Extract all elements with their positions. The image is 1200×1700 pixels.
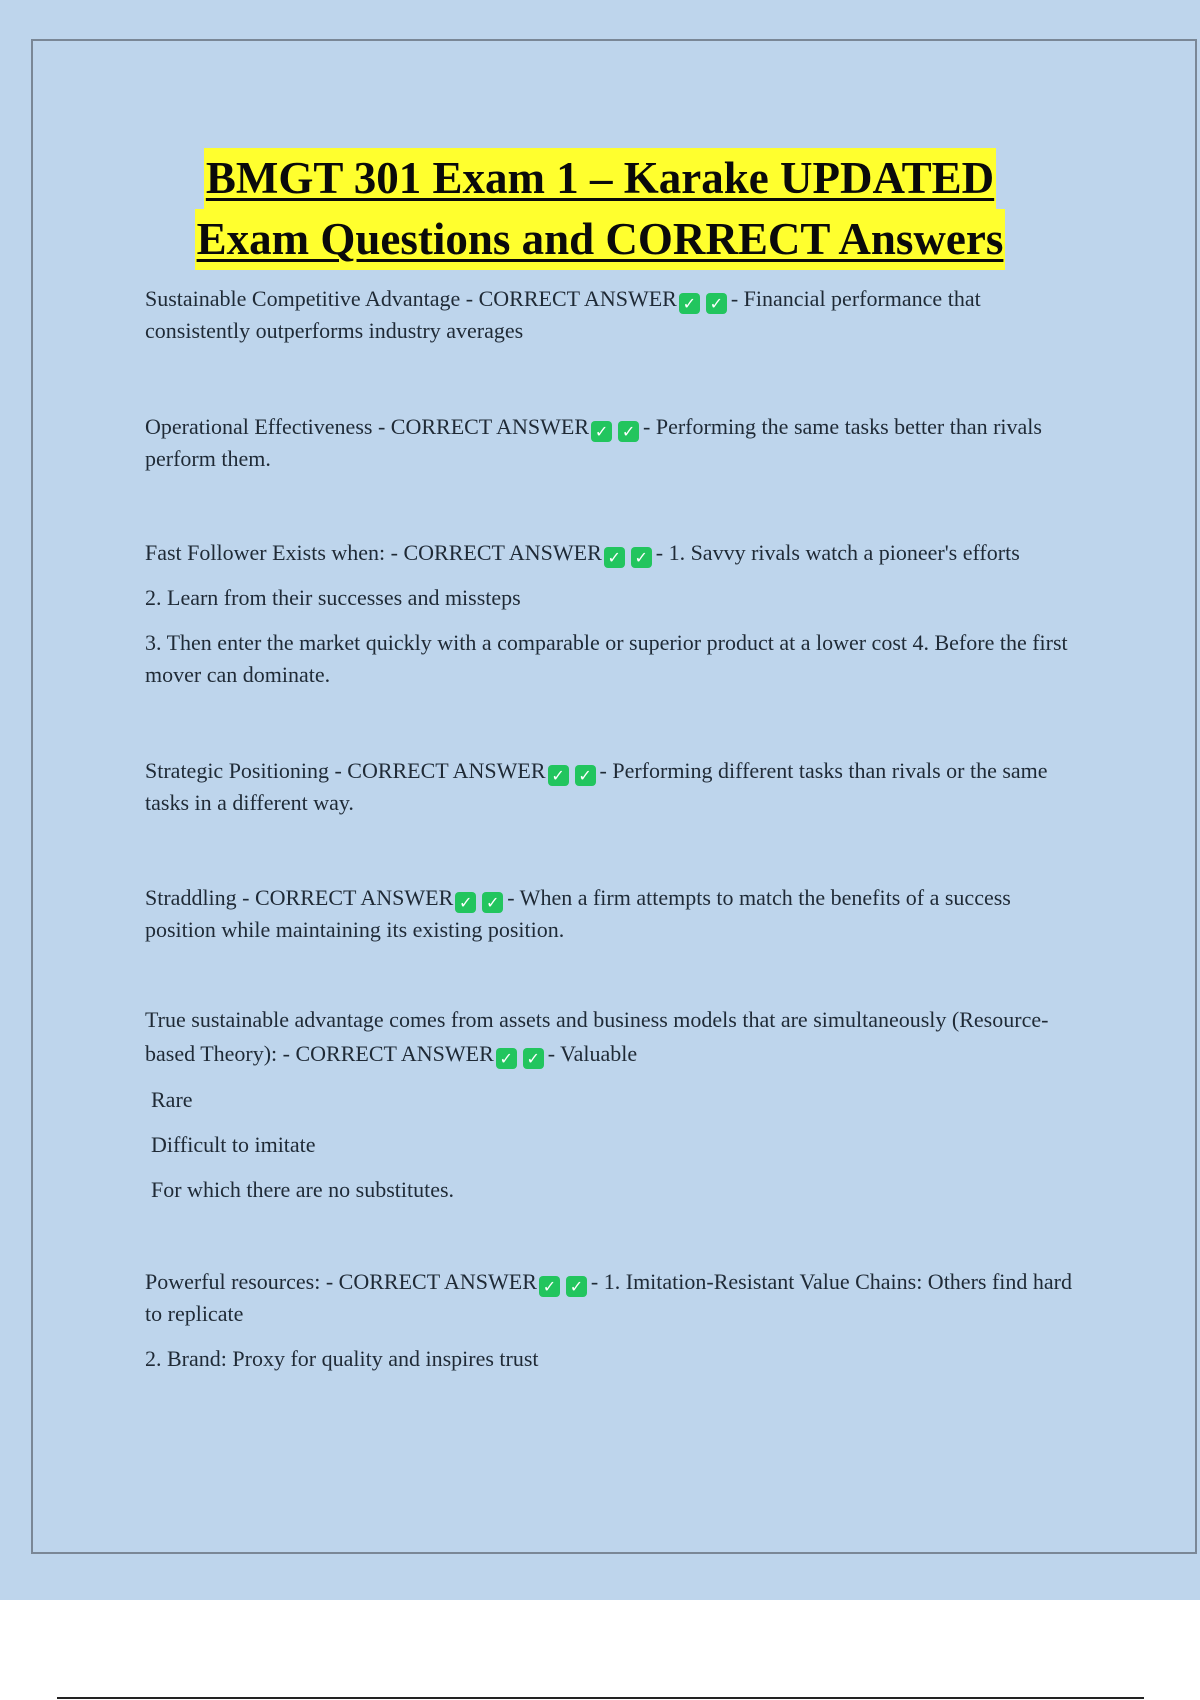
qa-question bbox=[145, 882, 1085, 946]
title-line-2: Exam Questions and CORRECT Answers bbox=[195, 209, 1006, 270]
check-mark-icon: ✓ bbox=[566, 1276, 587, 1297]
qa-item bbox=[145, 411, 1085, 475]
qa-answer: - 1. Savvy rivals watch a pioneer's efforts bbox=[655, 540, 1020, 565]
answer-marker: CORRECT ANSWER bbox=[478, 286, 677, 311]
check-mark-icon: ✓ bbox=[523, 1048, 544, 1069]
check-mark-icon: ✓ bbox=[548, 765, 569, 786]
qa-question bbox=[145, 1003, 1085, 1071]
qa-term: Operational Effectiveness - bbox=[145, 414, 391, 439]
answer-marker: CORRECT ANSWER bbox=[255, 885, 454, 910]
qa-item bbox=[145, 1266, 1085, 1375]
answer-marker: CORRECT ANSWER bbox=[390, 414, 590, 439]
check-mark-icon: ✓ bbox=[679, 293, 700, 314]
qa-answer-line: For which there are no substitutes. bbox=[151, 1177, 455, 1202]
qa-answer-line: 2. Learn from their successes and missteps bbox=[145, 585, 521, 610]
qa-question bbox=[145, 411, 1085, 475]
footer-divider bbox=[57, 1697, 1144, 1699]
check-mark-icon: ✓ bbox=[604, 547, 625, 568]
qa-question bbox=[145, 537, 1085, 569]
qa-question bbox=[145, 1266, 1085, 1330]
qa-item bbox=[145, 283, 1085, 347]
qa-item bbox=[145, 1003, 1085, 1206]
qa-answer-line: 2. Brand: Proxy for quality and inspires trust bbox=[145, 1346, 539, 1371]
qa-answer: - When a firm attempts to match the benefits of a success position while maintaining its existing position. bbox=[145, 885, 1011, 942]
qa-answer: - Performing the same tasks better than rivals perform them. bbox=[145, 414, 1042, 471]
qa-answer-line: Rare bbox=[151, 1087, 193, 1112]
qa-term: Fast Follower Exists when: - bbox=[145, 540, 404, 565]
answer-marker: CORRECT ANSWER bbox=[338, 1269, 537, 1294]
answer-marker: CORRECT ANSWER bbox=[403, 540, 602, 565]
answer-marker: CORRECT ANSWER bbox=[347, 758, 546, 783]
check-mark-icon: ✓ bbox=[455, 892, 476, 913]
qa-list bbox=[145, 283, 1085, 1375]
qa-answer: - Valuable bbox=[547, 1041, 638, 1066]
check-mark-icon: ✓ bbox=[706, 293, 727, 314]
answer-marker: CORRECT ANSWER bbox=[295, 1041, 494, 1066]
qa-term: Strategic Positioning - bbox=[145, 758, 348, 783]
qa-question bbox=[145, 283, 1085, 347]
check-mark-icon: ✓ bbox=[496, 1048, 517, 1069]
document-title bbox=[0, 148, 1200, 270]
qa-answer-line: 3. Then enter the market quickly with a comparable or superior product at a lower cost 4. Before the first mover can dominate. bbox=[145, 630, 1068, 687]
qa-question bbox=[145, 755, 1085, 819]
qa-answer-line: Difficult to imitate bbox=[151, 1132, 316, 1157]
title-line-1: BMGT 301 Exam 1 – Karake UPDATED bbox=[204, 148, 996, 209]
qa-term: True sustainable advantage comes from assets and business models that are simultaneously (Resource-based Theory): - bbox=[145, 1007, 1049, 1066]
check-mark-icon: ✓ bbox=[539, 1276, 560, 1297]
qa-item bbox=[145, 882, 1085, 946]
qa-answer: - 1. Imitation-Resistant Value Chains: Others find hard to replicate bbox=[145, 1269, 1072, 1326]
check-mark-icon: ✓ bbox=[591, 421, 612, 442]
check-mark-icon: ✓ bbox=[618, 421, 639, 442]
qa-item bbox=[145, 537, 1085, 691]
qa-term: Sustainable Competitive Advantage - bbox=[145, 286, 479, 311]
qa-item bbox=[145, 755, 1085, 819]
qa-answer: - Performing different tasks than rivals or the same tasks in a different way. bbox=[145, 758, 1048, 815]
check-mark-icon: ✓ bbox=[631, 547, 652, 568]
check-mark-icon: ✓ bbox=[575, 765, 596, 786]
qa-term: Powerful resources: - bbox=[145, 1269, 339, 1294]
qa-term: Straddling - bbox=[145, 885, 255, 910]
check-mark-icon: ✓ bbox=[482, 892, 503, 913]
qa-answer: - Financial performance that consistently outperforms industry averages bbox=[145, 286, 981, 343]
